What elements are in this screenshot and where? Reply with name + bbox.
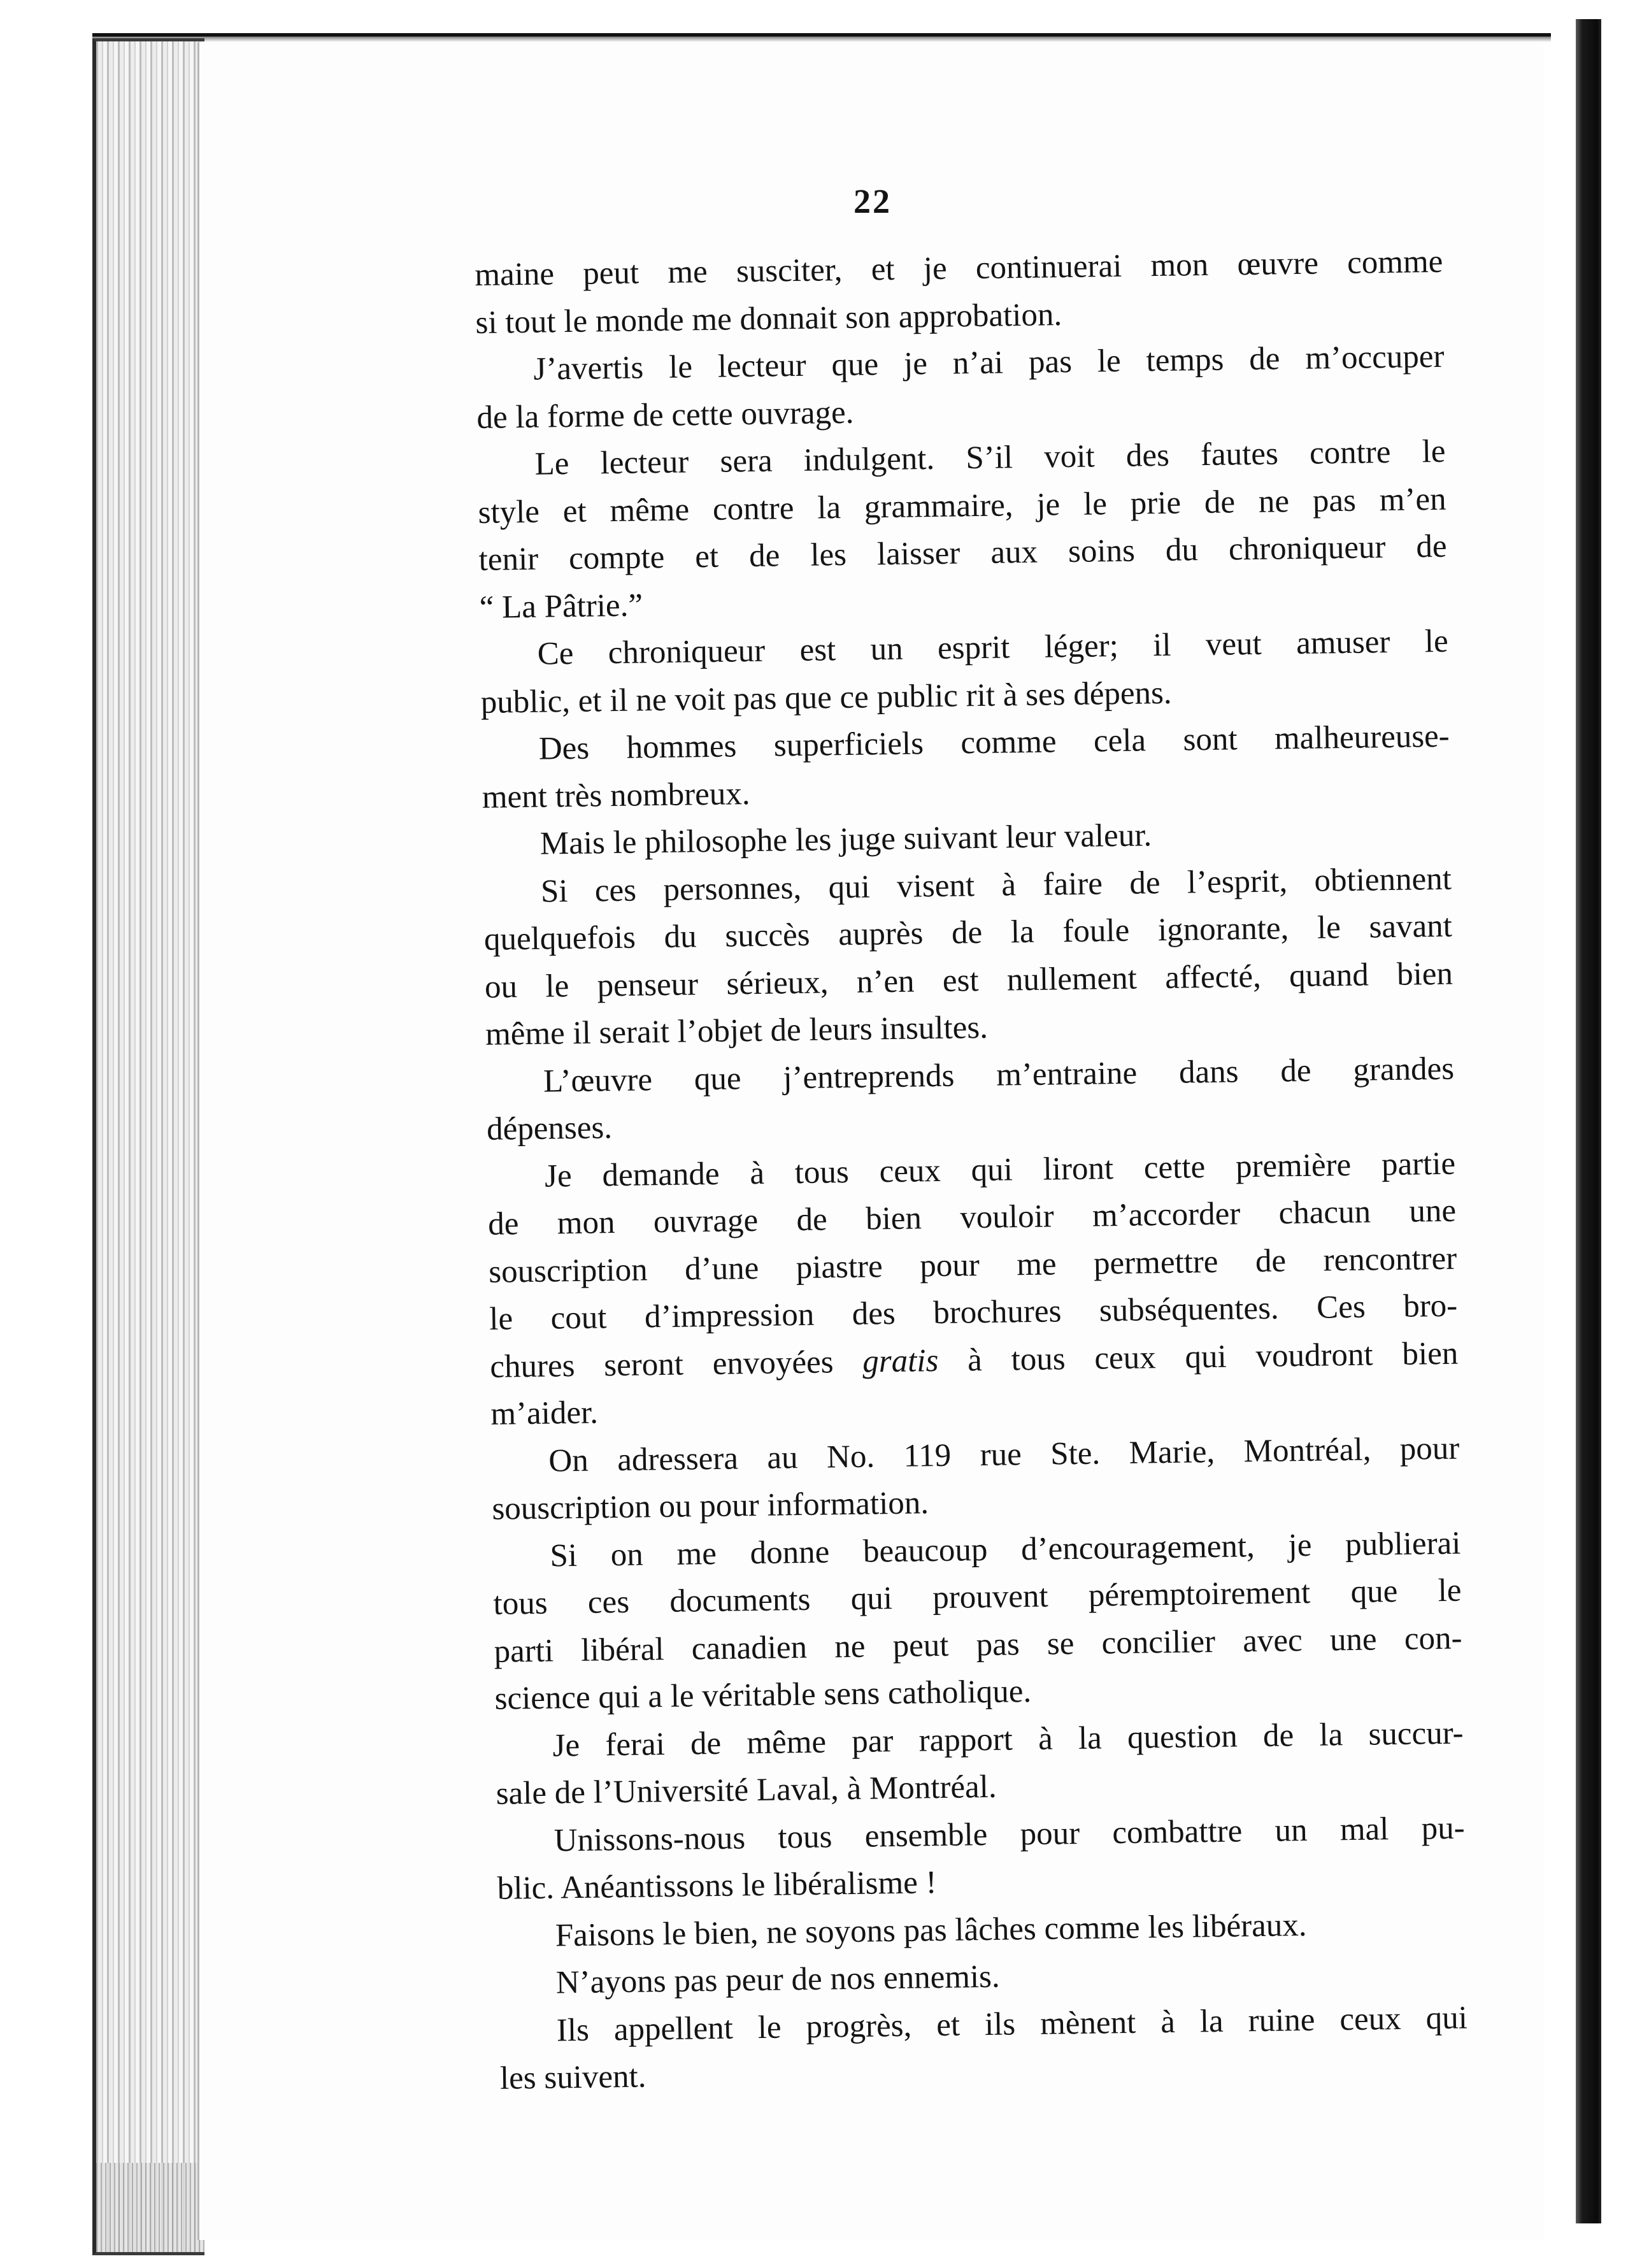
text-line: souscription ou pour information. bbox=[492, 1485, 929, 1527]
text-line: Faisons le bien, ne soyons pas lâches comme les libéraux. bbox=[555, 1907, 1307, 1953]
text-line: L’œuvre que j’entreprends m’entraine dans de grandes bbox=[543, 1051, 1455, 1100]
text-line: tous ces documents qui prouvent péremptoirement que le bbox=[493, 1572, 1462, 1622]
text-line: Je demande à tous ceux qui liront cette première partie bbox=[544, 1145, 1456, 1195]
text-line: style et même contre la grammaire, je le prie de ne pas m’en bbox=[478, 481, 1446, 531]
text-line: Unissons-nous tous ensemble pour combattre un mal pu- bbox=[553, 1810, 1466, 1858]
book-spine-shadow bbox=[1576, 0, 1628, 2268]
text-line: quelquefois du succès auprès de la foule ignorante, le savant bbox=[483, 908, 1453, 958]
text-line: blic. Anéantissons le libéralisme ! bbox=[497, 1865, 937, 1907]
text-line: tenir compte et de les laisser aux soins du chroniqueur de bbox=[478, 528, 1447, 578]
text-line: dépenses. bbox=[486, 1110, 613, 1147]
text-line: de mon ouvrage de bien vouloir m’accorder chacun une bbox=[487, 1193, 1457, 1242]
page-number: 22 bbox=[853, 182, 892, 220]
text-line: Ils appellent le progrès, et ils mènent à la ruine ceux qui bbox=[556, 2000, 1468, 2048]
text-line: J’avertis le lecteur que je n’ai pas le temps de m’occuper bbox=[533, 338, 1445, 387]
text-line: même il serait l’objet de leurs insultes. bbox=[485, 1009, 989, 1052]
italic-word: gratis bbox=[862, 1342, 939, 1380]
book-top-edge bbox=[92, 33, 1551, 42]
text-line: souscription d’une piastre pour me permettre de rencontrer bbox=[488, 1240, 1457, 1290]
page-text-body bbox=[475, 241, 1480, 2097]
text-line: Le lecteur sera indulgent. S’il voit des fautes contre le bbox=[534, 433, 1446, 482]
text-line: Ce chroniqueur est un esprit léger; il veut amuser le bbox=[537, 623, 1449, 672]
text-line: On adressera au No. 119 rue Ste. Marie, Montréal, pour bbox=[548, 1430, 1460, 1479]
text-line: Des hommes superficiels comme cela sont malheureuse- bbox=[538, 718, 1450, 767]
text-line: sale de l’Université Laval, à Montréal. bbox=[496, 1769, 997, 1812]
text-segment: chures seront envoyées bbox=[489, 1344, 863, 1385]
text-line: si tout le monde me donnait son approbation. bbox=[475, 296, 1062, 341]
text-line: ment très nombreux. bbox=[482, 775, 750, 815]
text-line: m’aider. bbox=[490, 1395, 599, 1432]
text-line: les suivent. bbox=[499, 2058, 646, 2097]
text-line: maine peut me susciter, et je continuerai mon œuvre comme bbox=[475, 243, 1443, 293]
text-line: Si ces personnes, qui visent à faire de l’esprit, obtiennent bbox=[540, 861, 1452, 910]
text-line: Mais le philosophe les juge suivant leur valeur. bbox=[539, 817, 1152, 862]
text-line: Si on me donne beaucoup d’encouragement, je publierai bbox=[550, 1525, 1461, 1574]
text-line: de la forme de cette ouvrage. bbox=[476, 394, 854, 436]
text-line: science qui a le véritable sens catholique. bbox=[494, 1674, 1032, 1717]
text-line: public, et il ne voit pas que ce public rit à ses dépens. bbox=[480, 675, 1172, 721]
text-line: le cout d’impression des brochures subséquentes. Ces bro- bbox=[489, 1288, 1458, 1337]
stacked-page-edges bbox=[92, 38, 204, 2255]
text-line: “ La Pâtrie.” bbox=[479, 587, 643, 626]
text-line: parti libéral canadien ne peut pas se concilier avec une con- bbox=[494, 1620, 1462, 1670]
text-segment: à tous ceux qui voudront bien bbox=[938, 1335, 1459, 1379]
text-line: N’ayons pas peur de nos ennemis. bbox=[555, 1958, 1001, 2001]
text-line bbox=[490, 1333, 1459, 1387]
text-line: Je ferai de même par rapport à la question de la succur- bbox=[552, 1715, 1464, 1764]
text-line: ou le penseur sérieux, n’en est nullement affecté, quand bien bbox=[484, 956, 1453, 1005]
